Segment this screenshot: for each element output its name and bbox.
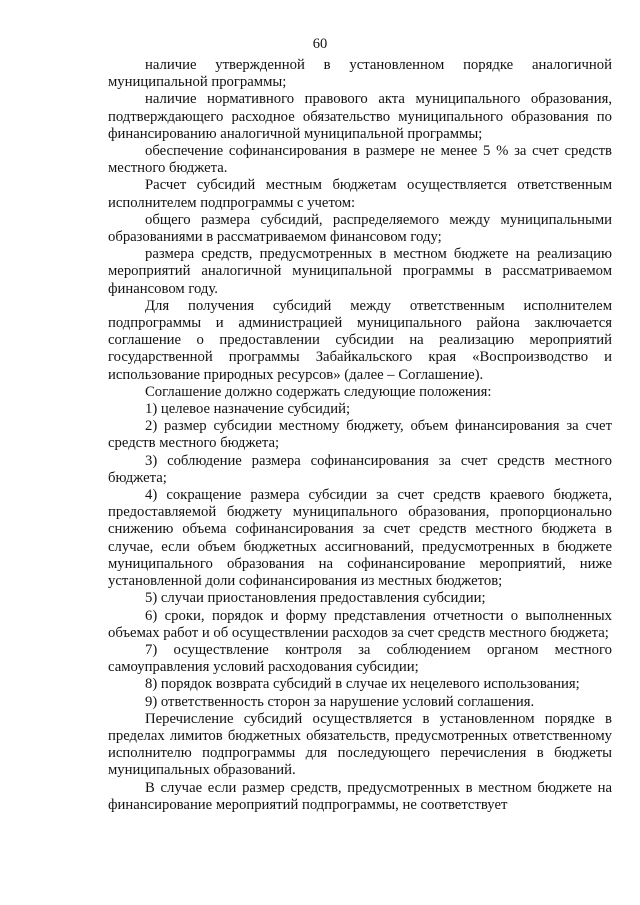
- paragraph: Расчет субсидий местным бюджетам осуществляется ответственным исполнителем подпрограммы с учетом:: [108, 177, 612, 211]
- list-item: 6) сроки, порядок и форму представления отчетности о выполненных объемах работ и об осуществлении расходов за счет средств местного бюджета;: [108, 607, 612, 641]
- paragraph: Соглашение должно содержать следующие положения:: [145, 383, 492, 400]
- paragraph: наличие нормативного правового акта муниципального образования, подтверждающего расходное обязательство муниципального образования по финансированию аналогичной муниципальной программы;: [108, 91, 612, 142]
- paragraph: общего размера субсидий, распределяемого между муниципальными образованиями в рассматриваемом финансовом году;: [108, 211, 612, 246]
- paragraph: обеспечение софинансирования в размере не менее 5 % за счет средств местного бюджета.: [108, 143, 612, 177]
- page-body: [108, 57, 612, 814]
- paragraph: наличие утвержденной в установленном порядке аналогичной муниципальной программы;: [108, 57, 612, 91]
- list-item: 2) размер субсидии местному бюджету, объем финансирования за счет средств местного бюджета;: [108, 418, 612, 452]
- list-item: 8) порядок возврата субсидий в случае их нецелевого использования;: [145, 676, 580, 693]
- list-item: 4) сокращение размера субсидии за счет средств краевого бюджета, предоставляемой бюджету муниципального образования, пропорционально снижению объема софинансирования за счет средств местного бюджета в случае, если объем бюджетных ассигнований, предусмотренных в бюджете муниципального образования на софинансирование мероприятий, ниже установленной доли софинансирования из местных бюджетов;: [108, 487, 612, 590]
- list-item: 9) ответственность сторон за нарушение условий соглашения.: [145, 693, 535, 710]
- paragraph: Для получения субсидий между ответственным исполнителем подпрограммы и администрацией муниципального района заключается соглашение о предоставлении субсидии на реализацию мероприятий государственной программы Забайкальского края «Воспроизводство и использование природных ресурсов» (далее – Соглашение).: [108, 297, 612, 383]
- list-item: 1) целевое назначение субсидий;: [145, 401, 351, 418]
- list-item: 5) случаи приостановления предоставления субсидии;: [145, 590, 486, 607]
- page-number: 60: [312, 36, 328, 52]
- paragraph: В случае если размер средств, предусмотренных в местном бюджете на финансирование мероприятий подпрограммы, не соответствует: [108, 779, 612, 813]
- paragraph: размера средств, предусмотренных в местном бюджете на реализацию мероприятий аналогичной муниципальной программы в рассматриваемом финансовом году.: [108, 246, 612, 297]
- list-item: 7) осуществление контроля за соблюдением органом местного самоуправления условий расходования субсидии;: [108, 641, 612, 676]
- paragraph: Перечисление субсидий осуществляется в установленном порядке в пределах лимитов бюджетных обязательств, предусмотренных ответственному исполнителю подпрограммы для последующего перечисления в бюджеты муниципальных образований.: [108, 710, 612, 779]
- list-item: 3) соблюдение размера софинансирования за счет средств местного бюджета;: [108, 452, 612, 486]
